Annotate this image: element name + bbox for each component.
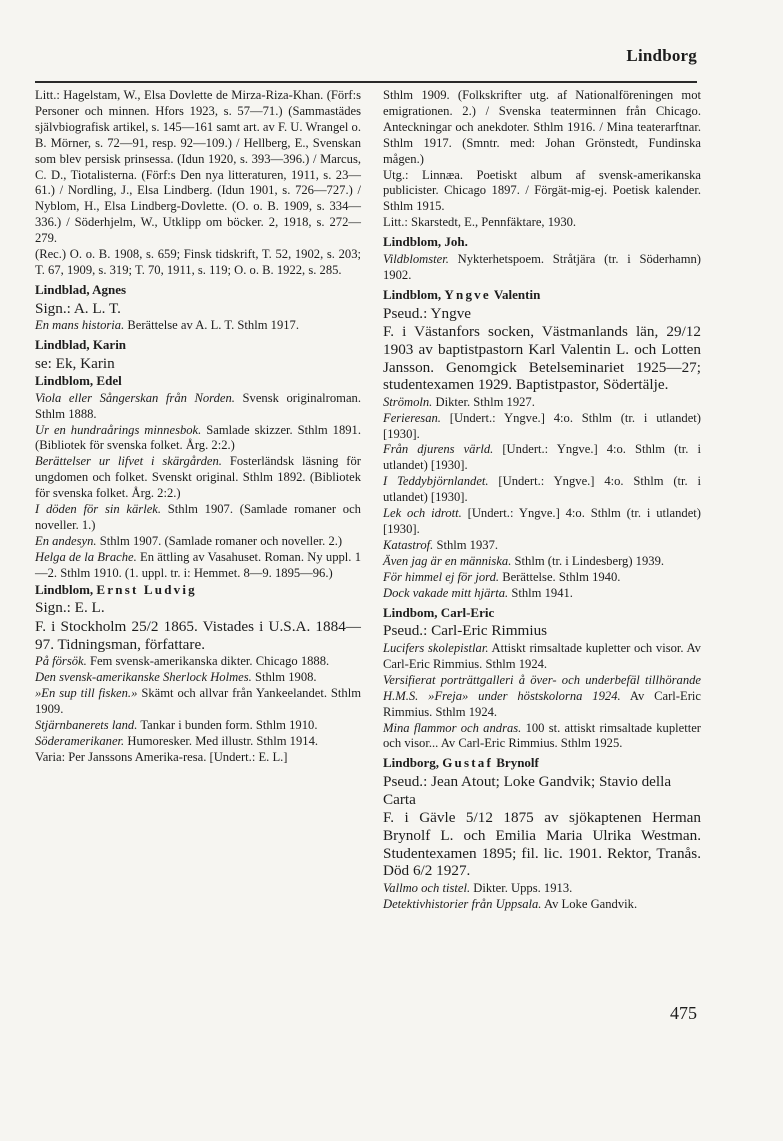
work-title: Lek och idrott. — [383, 506, 462, 521]
entry-utg: Utg.: Linnæa. Poetiskt album af svensk-amerikanska publicister. Chicago 1897. / Förgät-mig-ej. Poetisk kalender. Sthlm 1915. — [383, 167, 701, 214]
work-item — [35, 686, 361, 718]
work-title: »En sup till fisken.» — [35, 686, 138, 701]
work-title: Stjärnbanerets land. — [35, 717, 138, 732]
running-head: Lindborg — [626, 46, 697, 65]
work-item — [35, 550, 361, 582]
work-item — [383, 586, 701, 602]
heading-forenames-rest: Brynolf — [496, 755, 539, 771]
work-title: Helga de la Brache. — [35, 549, 137, 564]
left-column — [35, 88, 361, 766]
work-title: Berättelser ur lifvet i skärgården. — [35, 454, 222, 469]
work-title: Ur en hundraårings minnesbok. — [35, 422, 202, 437]
work-title: Den svensk-amerikanske Sherlock Holmes. — [35, 670, 252, 685]
work-title: På försök. — [35, 654, 87, 669]
work-title: Vallmo och tistel. — [383, 880, 471, 895]
entry-heading: Lindblad, Karin — [35, 337, 127, 353]
work-title: Även jag är en människa. — [383, 553, 512, 568]
work-item — [383, 554, 701, 570]
heading-forenames: Yngve — [444, 286, 491, 302]
work-details: En ättling av Vasahuset. Roman. Ny uppl. 1—2. Sthlm 1910. (1. uppl. tr. i: Hemmet. 8—9. 1895—96.) — [35, 549, 361, 580]
heading-forenames: Gustaf — [442, 755, 494, 771]
work-item — [35, 502, 361, 534]
work-item — [35, 391, 361, 423]
work-title: En mans historia. — [35, 318, 125, 333]
work-title: Vildblomster. — [383, 252, 449, 267]
work-item — [35, 718, 361, 734]
entry-biography: F. i Stockholm 25/2 1865. Vistades i U.S.A. 1884—97. Tidningsman, författare. — [35, 618, 361, 653]
entry-litt: Litt.: Skarstedt, E., Pennfäktare, 1930. — [383, 215, 577, 230]
work-details: Sthlm 1937. — [436, 537, 499, 552]
work-details: 100 st. attiskt rimsaltade kupletter och visor... Av Carl-Eric Rimmius. Sthlm 1925. — [383, 720, 701, 751]
header-rule — [35, 81, 697, 83]
entry-cross-reference: se: Ek, Karin — [35, 355, 115, 373]
work-title: En andesyn. — [35, 533, 97, 548]
right-column — [383, 88, 701, 913]
work-item — [383, 570, 701, 586]
heading-surname: Lindblom, — [383, 286, 442, 302]
work-details: Sthlm (tr. i Lindesberg) 1939. — [514, 553, 665, 568]
entry-pseudonym: Pseud.: Yngve — [383, 304, 472, 322]
work-title: Detektivhistorier från Uppsala. — [383, 896, 542, 911]
work-title: I Teddybjörnlandet. — [383, 474, 489, 489]
work-item — [383, 411, 701, 443]
work-details: Humoresker. Med illustr. Sthlm 1914. — [127, 733, 319, 748]
entry-heading — [383, 755, 701, 771]
entry-heading — [35, 582, 361, 598]
work-details: Sthlm 1941. — [511, 585, 573, 600]
entry-biography: F. i Västanfors socken, Västmanlands län, 29/12 1903 av baptistpastorn Karl Valentin L. och Lotten Jansson. Genomgick Betelseminariet 1925—27; studentexamen 1929. Baptistpastor, Södertälje. — [383, 323, 701, 394]
work-item — [35, 534, 361, 550]
entry-varia: Varia: Per Janssons Amerika-resa. [Undert.: E. L.] — [35, 749, 288, 764]
work-details: [Undert.: Yngve.] 4:o. Sthlm (tr. i utlandet) [1930]. — [383, 474, 701, 505]
work-item — [383, 538, 701, 554]
page-number: 475 — [670, 1003, 697, 1023]
work-item — [383, 881, 701, 897]
work-item — [383, 673, 701, 721]
work-details: Dikter. Sthlm 1927. — [435, 394, 535, 409]
heading-surname: Lindblom, — [35, 581, 94, 597]
work-details: Sthlm 1907. (Samlade romaner och noveller. 1.) — [35, 502, 361, 532]
work-details: [Undert.: Yngve.] 4:o. Sthlm (tr. i utlandet) [1930]. — [383, 506, 701, 536]
work-details: Fosterländsk läsning för ungdomen och folket. Svenskt original. Sthlm 1892. (Bibliotek för svenska folket. Årg. 2:2.) — [35, 454, 361, 501]
work-details: Svensk originalroman. Sthlm 1888. — [35, 390, 361, 421]
entry-biography: F. i Gävle 5/12 1875 av sjökaptenen Herman Brynolf L. och Emilia Maria Ulrika Westman. Studentexamen 1895; fil. lic. 1901. Rektor, Tranås. Död 6/2 1927. — [383, 809, 701, 880]
entry-heading: Lindblom, Edel — [35, 372, 122, 388]
work-item — [383, 252, 701, 284]
work-details: Berättelse av A. L. T. Sthlm 1917. — [127, 318, 300, 333]
entry-heading: Lindblom, Joh. — [383, 234, 468, 250]
heading-forenames: Ernst Ludvig — [96, 581, 197, 597]
entry-heading: Lindbom, Carl-Eric — [383, 604, 495, 620]
work-item — [35, 423, 361, 455]
work-title: Strömoln. — [383, 394, 433, 409]
heading-surname: Lindborg, — [383, 755, 439, 771]
work-title: Katastrof. — [383, 537, 434, 552]
work-details: Sthlm 1908. — [254, 670, 317, 685]
heading-forenames-rest: Valentin — [493, 286, 541, 302]
work-item — [383, 641, 701, 673]
work-item — [383, 474, 701, 506]
work-details: Av Loke Gandvik. — [543, 896, 638, 911]
entry-heading — [383, 287, 701, 303]
entry-continuation: Sthlm 1909. (Folkskrifter utg. af Nationalföreningen mot emigrationen. 2.) / Svenska teaterminnen från Chicago. Anteckningar och anekdoter. Sthlm 1916. / Mina teaterarftnar. Sthlm 1917. (Smntr. med: Johan Grönstedt, Fundinska mågen.) — [383, 88, 701, 166]
entry-heading: Lindblad, Agnes — [35, 281, 127, 297]
entry-litt: Litt.: Hagelstam, W., Elsa Dovlette de Mirza-Riza-Khan. (Förf:s Personer och minnen. Hfors 1923, s. 57—71.) (Sammastädes självbiografisk artikel, s. 145—161 samt art. av F. U. Wrangel o. B. Mörner, s. 72—91, resp. 92—109.) / Hellberg, E., Svenskan som blev persisk prinsessa. (Idun 1920, s. 393—396.) / Marcus, C. D., Tiotalisterna. (Förf:s Den nya litteraturen, 1911, s. 23—61.) / Nordling, J., Elsa Lindberg. (Idun 1901, s. 726—727.) / Nyblom, H., Elsa Lindberg-Dovlette. (O. o. B. 1909, s. 334—336.) / Söderhjelm, W., Utklipp om böcker. 2, 1918, s. 272—279. — [35, 88, 361, 246]
work-details: Skämt och allvar från Yankeelandet. Sthlm 1909. — [35, 686, 362, 716]
work-item — [383, 897, 701, 913]
entry-pseudonym: Pseud.: Carl-Eric Rimmius — [383, 622, 548, 640]
work-title: Mina flammor och andras. — [383, 720, 522, 735]
work-title: I döden för sin kärlek. — [35, 502, 162, 517]
work-details: Samlade skizzer. Sthlm 1891. (Bibliotek för svenska folket. Årg. 2:2.) — [35, 422, 362, 453]
entry-pseudonym: Pseud.: Jean Atout; Loke Gandvik; Stavio della Carta — [383, 773, 672, 808]
work-title: För himmel ej för jord. — [383, 569, 500, 584]
work-item — [35, 454, 361, 502]
work-item — [35, 734, 361, 750]
work-details: Attiskt rimsaltade kupletter och visor. Av Carl-Eric Rimmius. Sthlm 1924. — [383, 641, 701, 671]
work-details: Tankar i bunden form. Sthlm 1910. — [140, 717, 318, 732]
work-details: Nykterhetspoem. Stråtjära (tr. i Söderhamn) 1902. — [383, 252, 701, 282]
entry-signature: Sign.: E. L. — [35, 599, 105, 617]
entry-signature: Sign.: A. L. T. — [35, 299, 121, 317]
work-item — [383, 395, 701, 411]
work-item — [383, 506, 701, 538]
work-details: Sthlm 1907. (Samlade romaner och noveller. 2.) — [99, 533, 343, 548]
work-title: Söderamerikaner. — [35, 733, 125, 748]
work-title: Versifierat porträttgalleri å över- och underbefäl tillhörande H.M.S. »Freja» under höstskolorna 1924. — [383, 672, 701, 703]
work-item — [35, 318, 361, 334]
work-item — [35, 654, 361, 670]
work-details: [Undert.: Yngve.] 4:o. Sthlm (tr. i utlandet) [1930]. — [383, 442, 701, 473]
work-details: Berättelse. Sthlm 1940. — [502, 569, 621, 584]
entry-rec: (Rec.) O. o. B. 1908, s. 659; Finsk tidskrift, T. 52, 1902, s. 203; T. 67, 1909, s. 319; T. 70, 1911, s. 119; O. o. B. 1922, s. 285. — [35, 247, 361, 277]
work-item — [383, 442, 701, 474]
work-title: Lucifers skolepistlar. — [383, 641, 489, 656]
work-details: [Undert.: Yngve.] 4:o. Sthlm (tr. i utlandet) [1930]. — [383, 410, 701, 441]
work-item — [35, 670, 361, 686]
work-details: Dikter. Upps. 1913. — [473, 880, 573, 895]
work-title: Viola eller Sångerskan från Norden. — [35, 390, 235, 405]
work-details: Av Carl-Eric Rimmius. Sthlm 1924. — [383, 688, 701, 719]
work-item — [383, 721, 701, 753]
work-title: Ferieresan. — [383, 410, 441, 425]
work-title: Dock vakade mitt hjärta. — [383, 585, 509, 600]
work-details: Fem svensk-amerikanska dikter. Chicago 1888. — [89, 654, 330, 669]
work-title: Från djurens värld. — [383, 442, 494, 457]
